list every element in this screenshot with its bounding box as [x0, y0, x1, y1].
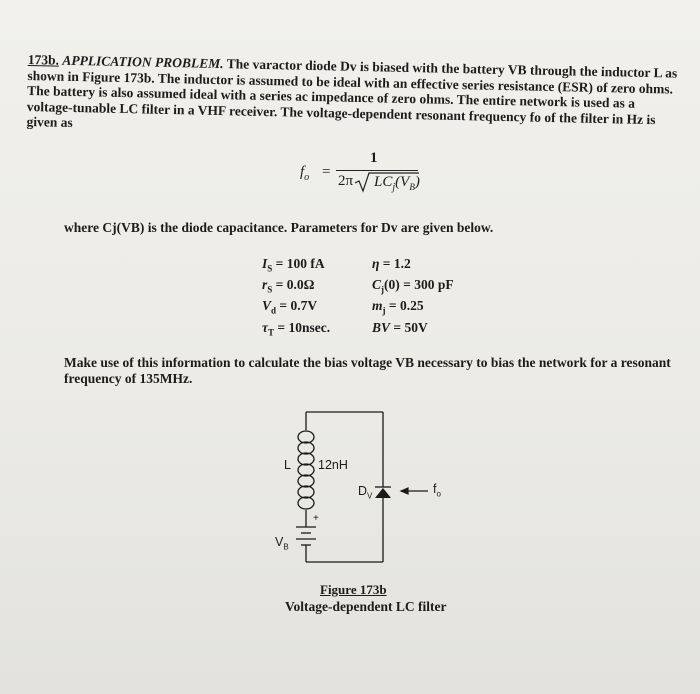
param-is: $I_S = 100$ fA — [262, 256, 325, 274]
param-rs: $r_S = 0.0\Omega$ — [262, 277, 315, 295]
inductor-label: L — [284, 458, 291, 472]
figure-caption: Voltage-dependent LC filter — [285, 599, 447, 614]
inductor-value: 12nH — [318, 458, 348, 472]
param-eta: η = 1.2 — [372, 256, 411, 271]
varactor-diode-icon — [375, 488, 391, 498]
problem-title: APPLICATION PROBLEM. — [62, 52, 224, 72]
formula-numerator: 1 — [370, 150, 378, 166]
param-vd: $V_d = 0.7V$ — [262, 298, 318, 316]
figure-title: Figure 173b — [320, 582, 387, 597]
formula-radicand: $LC_j(V_B)$ — [374, 174, 420, 193]
battery-icon — [296, 527, 316, 545]
arrow-left-icon — [401, 488, 428, 494]
diode-label: $D_V$ — [358, 484, 373, 501]
param-taut: $\tau_T = 10nsec$. — [262, 320, 331, 338]
where-paragraph: where Cj(VB) is the diode capacitance. Parameters for Dv are given below. — [64, 220, 494, 235]
battery-plus: + — [313, 513, 319, 524]
formula-lhs: $f_o$ — [300, 164, 310, 183]
param-cj0: $C_j(0) = 300$ pF — [372, 277, 454, 295]
problem-number: 173b. — [27, 52, 60, 68]
formula-equals: = — [322, 164, 331, 180]
intro-text: The varactor diode Dv is biased with the battery VB through the inductor L as shown in Figure 173b. The inductor is assumed to be ideal with an effective series resistance (ESR) of zero ohms. The battery is also assumed ideal with a series ac impedance of zero ohms. The entire network is used as a voltage-tunable LC filter in a VHF receiver. The voltage-dependent resonant frequency fo of the filter in Hz is given as — [26, 56, 678, 130]
formula-denominator-prefix: 2π — [338, 173, 354, 189]
inductor-icon — [298, 431, 314, 509]
battery-label: $V_B$ — [275, 535, 289, 552]
param-mj: $m_j = 0.25$ — [372, 298, 424, 316]
param-bv: BV = 50V — [372, 320, 428, 335]
output-label: $f_o$ — [433, 482, 441, 499]
task-paragraph: Make use of this information to calculate the bias voltage VB necessary to bias the network for a resonant frequency of 135MHz. — [64, 355, 671, 386]
